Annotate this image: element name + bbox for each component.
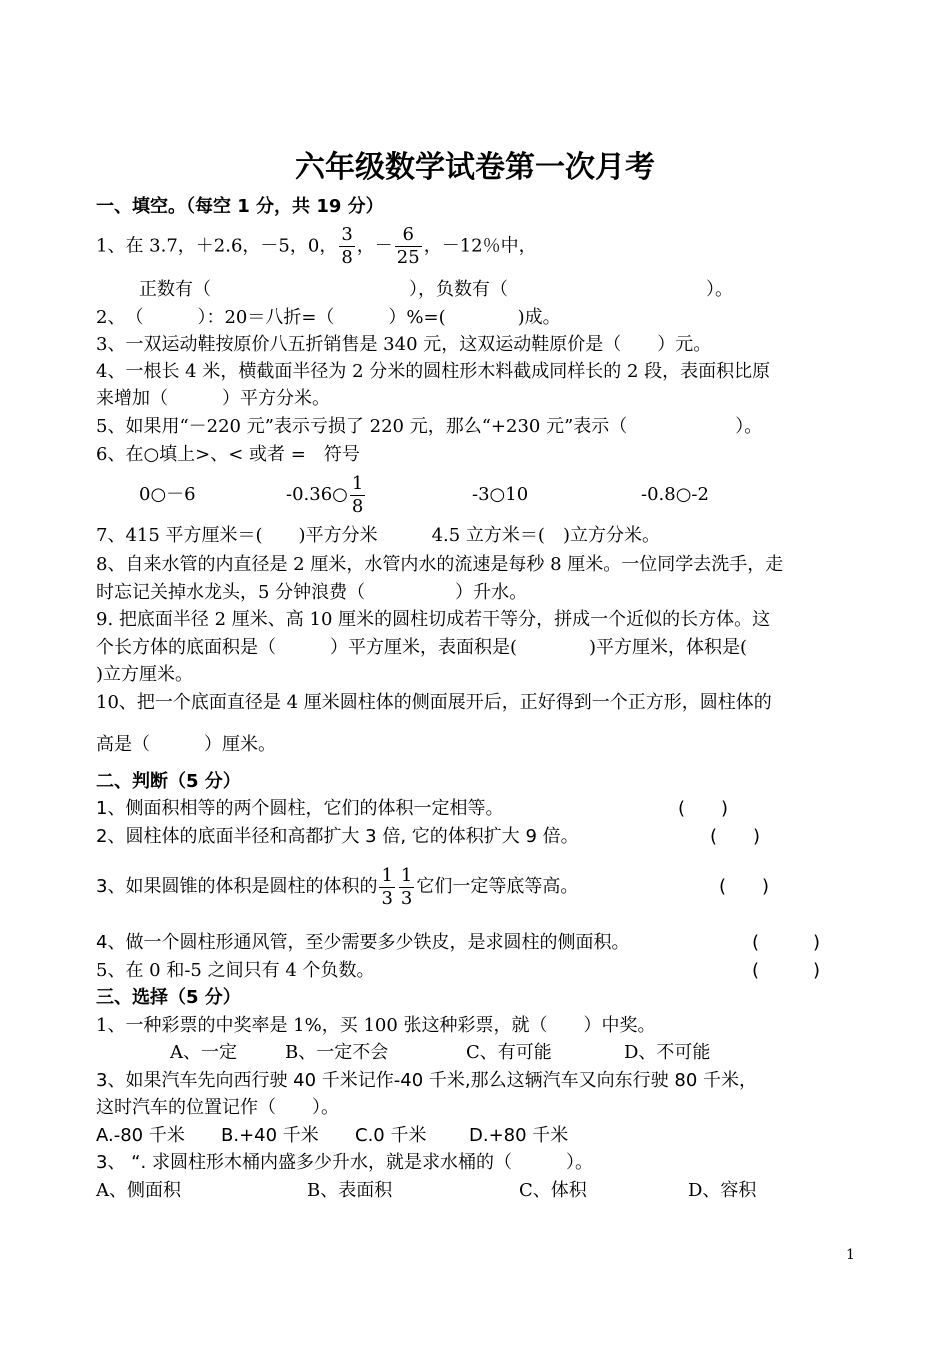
choice-3-opt-c: C.0 千米 xyxy=(355,1125,427,1146)
judge-5: 5、在 0 和-5 之间只有 4 个负数。 xyxy=(96,960,375,981)
choice-1: 1、一种彩票的中奖率是 1%，买 100 张这种彩票，就（ ）中奖。 xyxy=(96,1015,656,1036)
q1-7: 7、415 平方厘米＝( )平方分米 4.5 立方米＝( )立方分米。 xyxy=(96,525,660,546)
q1-3: 3、一双运动鞋按原价八五折销售是 340 元，这双运动鞋原价是（ ）元。 xyxy=(96,334,712,355)
judge-2: 2、圆柱体的底面半径和高都扩大 3 倍, 它的体积扩大 9 倍。 xyxy=(96,826,579,847)
q1-5: 5、如果用“－220 元”表示亏损了 220 元，那么“+230 元”表示（ ）。 xyxy=(96,416,763,437)
q1-6-item-d: -0.8○-2 xyxy=(641,484,709,505)
fraction-6-25: $\frac{6}{25}$ xyxy=(396,224,420,268)
choice-3-opt-d: D.+80 千米 xyxy=(469,1125,569,1146)
q1-6-item-a: 0○－6 xyxy=(139,484,196,505)
choice-4-opt-b: B、表面积 xyxy=(307,1180,393,1201)
q1-4-line1: 4、一根长 4 米，横截面半径为 2 分米的圆柱形木料截成同样长的 2 段，表面积比原 xyxy=(96,361,771,382)
choice-1-opt-a: A、一定 xyxy=(170,1042,237,1063)
q1-1-tail: ，－12％中， xyxy=(423,235,537,257)
judge-1: 1、侧面积相等的两个圆柱，它们的体积一定相等。 xyxy=(96,798,504,819)
choice-4-opt-c: C、体积 xyxy=(519,1180,587,1201)
page-title: 六年级数学试卷第一次月考 xyxy=(295,150,655,185)
choice-1-opt-b: B、一定不会 xyxy=(285,1042,389,1063)
judge-2-paren: ( ) xyxy=(710,826,761,847)
fraction-1-3-b: $\frac{1}{3}$ xyxy=(400,864,413,909)
section2-heading: 二、判断（5 分） xyxy=(96,771,241,792)
q1-1-line2: 正数有（ ），负数有（ ）。 xyxy=(139,279,733,300)
section1-heading: 一、填空。（每空 1 分，共 19 分） xyxy=(96,196,384,217)
choice-3-opt-a: A.-80 千米 xyxy=(96,1125,185,1146)
choice-4: 3、 “. 求圆柱形木桶内盛多少升水，就是求水桶的（ ）。 xyxy=(96,1152,593,1173)
q1-2: 2、 （ ）：20＝八折=（ ）%=( )成。 xyxy=(96,307,561,328)
q1-9-line2: 个长方体的底面积是（ ）平方厘米，表面积是( )平方厘米，体积是( xyxy=(96,637,748,658)
section3-heading: 三、选择（5 分） xyxy=(96,987,241,1008)
judge-3: 3、如果圆锥的体积是圆柱的体积的 $\frac{1}{3}$ $\frac{1}{3}$ 它们一定等底等高。 xyxy=(96,864,579,909)
q1-1-line1 xyxy=(96,224,537,269)
choice-3-line2: 这时汽车的位置记作（ ）。 xyxy=(96,1097,339,1118)
judge-1-paren: ( ) xyxy=(678,798,729,819)
q1-8-line2: 时忘记关掉水龙头，5 分钟浪费（ ）升水。 xyxy=(96,582,528,603)
fraction-1-8: $\frac{1}{8}$ xyxy=(351,472,364,517)
choice-3-opt-b: B.+40 千米 xyxy=(221,1125,319,1146)
fraction-1-3-a: $\frac{1}{3}$ xyxy=(381,864,393,909)
q1-8-line1: 8、自来水管的内直径是 2 厘米，水管内水的流速是每秒 8 厘米。一位同学去洗手，走 xyxy=(96,554,784,575)
q1-9-line1: 9. 把底面半径 2 厘米、高 10 厘米的圆柱切成若干等分，拼成一个近似的长方体。这 xyxy=(96,609,771,630)
choice-4-opt-d: D、容积 xyxy=(688,1180,757,1201)
q1-6: 6、在○填上>、< 或者 = 符号 xyxy=(96,444,360,465)
choice-3-line1: 3、如果汽车先向西行驶 40 千米记作-40 千米,那么这辆汽车又向东行驶 80 千米， xyxy=(96,1070,757,1091)
q1-6-item-b: -0.36○ $\frac{1}{8}$ xyxy=(286,472,364,517)
judge-5-paren: ( ) xyxy=(752,960,821,981)
choice-4-opt-a: A、侧面积 xyxy=(96,1180,181,1201)
q1-10-line1: 10、把一个底面直径是 4 厘米圆柱体的侧面展开后，正好得到一个正方形，圆柱体的 xyxy=(96,692,772,713)
choice-1-opt-d: D、不可能 xyxy=(624,1042,711,1063)
q1-9-line3: )立方厘米。 xyxy=(96,664,194,685)
page-number: 1 xyxy=(846,1247,855,1263)
q1-1-lead: 1、在 3.7，＋2.6，－5，0， xyxy=(96,235,338,257)
q1-6-item-c: -3○10 xyxy=(472,484,529,505)
q1-10-line2: 高是（ ）厘米。 xyxy=(96,734,276,755)
judge-4: 4、做一个圆柱形通风管，至少需要多少铁皮，是求圆柱的侧面积。 xyxy=(96,932,630,953)
judge-3-paren: ( ) xyxy=(719,876,770,897)
choice-1-opt-c: C、有可能 xyxy=(466,1042,552,1063)
fraction-3-8: $\frac{3}{8}$ xyxy=(341,224,353,268)
judge-4-paren: ( ) xyxy=(752,932,821,953)
q1-4-line2: 来增加（ ）平方分米。 xyxy=(96,388,330,409)
q1-1-mid: ，－ xyxy=(356,235,393,257)
